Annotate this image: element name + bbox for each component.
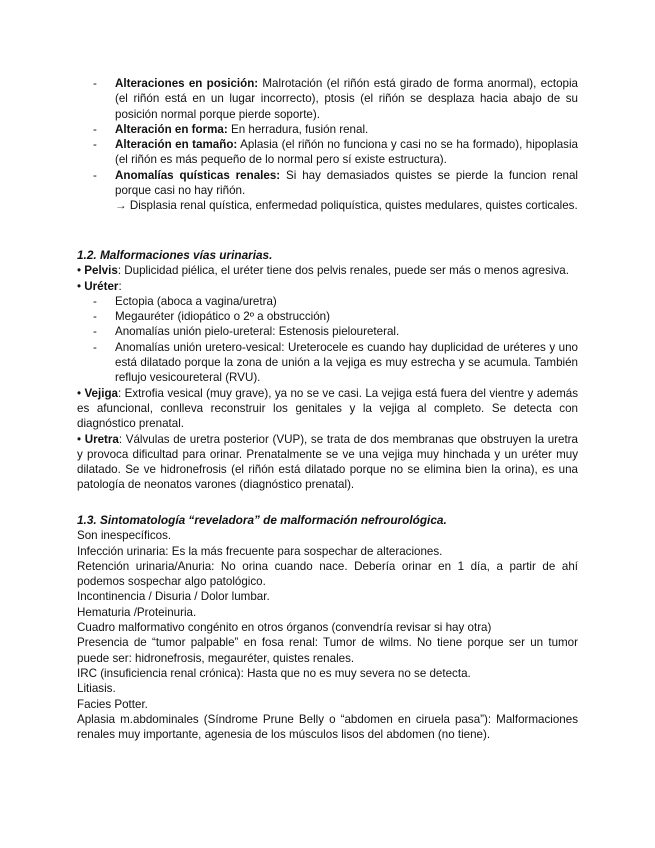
symptom-line: Incontinencia / Disuria / Dolor lumbar. [77, 590, 270, 604]
list-item: - Alteración en tamaño: Aplasia (el riñón no funciona y casi no se ha formado), hipoplasia (el riñón es más pequeño de lo normal pero sí existe estructura). [93, 138, 578, 167]
symptom-line: IRC (insuficiencia renal crónica): Hasta que no es muy severa no se detecta. [77, 666, 471, 680]
section-1-3 [77, 513, 578, 742]
symptom-line: Son inespecíficos. [77, 529, 172, 543]
ureter-list [77, 294, 578, 386]
symptom-line: Litiasis. [77, 682, 116, 696]
symptom-line: Retención urinaria/Anuria: No orina cuando nace. Debería orinar en 1 día, a partir de ahí podemos sospechar algo patológico. [77, 559, 578, 589]
symptom-line: Hematuria /Proteinuria. [77, 605, 197, 619]
symptom-line: Infección urinaria: Es la más frecuente para sospechar de alteraciones. [77, 544, 443, 558]
list-item: - Anomalías unión pielo-ureteral: Estenosis pieloureteral. [93, 325, 400, 339]
symptom-line: Aplasia m.abdominales (Síndrome Prune Belly o “abdomen en ciruela pasa”): Malformaciones renales muy importante, agenesia de los músculos lisos del abdomen (no tiene). [77, 712, 578, 742]
symptom-line: Presencia de “tumor palpable” en fosa renal: Tumor de wilms. No tiene porque ser un tumor puede ser: hidronefrosis, megauréter, quistes renales. [77, 636, 578, 665]
list-item: - Megauréter (idiopático o 2º a obstrucción) [93, 310, 330, 324]
list-item: - Alteraciones en posición: Malrotación (el riñón está girado de forma anormal), ectopia (el riñón está en un lugar incorrecto), ptosis (el riñón se desplaza hacia abajo de su posición normal porque pierde soporte). [93, 77, 579, 121]
ureter-heading: • Uréter: [77, 279, 122, 293]
symptom-line: Facies Potter. [77, 697, 148, 711]
section-title: 1.2. Malformaciones vías urinarias. [77, 248, 273, 262]
list-item: - Anomalías quísticas renales: Si hay demasiados quistes se pierde la funcion renal porque casi no hay riñón. [93, 168, 578, 198]
pelvis-paragraph: • Pelvis: Duplicidad piélica, el uréter tiene dos pelvis renales, puede ser más o menos agresiva. [77, 264, 569, 278]
uretra-paragraph: • Uretra: Válvulas de uretra posterior (VUP), se trata de dos membranas que obstruyen la uretra y provoca dificultad para orinar. Prenatalmente se ve una vejiga muy hinchada y un uréter muy dilatado. Se ve hidronefrosis (el riñón está dilatado porque no se elimina bien la orina), es una patología de neonatos varones (diagnóstico prenatal). [77, 432, 578, 492]
list-item: - Anomalías unión uretero-vesical: Ureterocele es cuando hay duplicidad de uréteres y uno está dilatado porque la zona de unión a la vejiga es muy estrecha y se acumula. También reflujo vesicoureteral (RVU). [93, 340, 578, 385]
list-subitem: → Displasia renal quística, enfermedad poliquística, quistes medulares, quistes corticales. [115, 199, 578, 213]
vejiga-paragraph: • Vejiga: Extrofia vesical (muy grave), ya no se ve casi. La vejiga está fuera del vientre y además es afuncional, conlleva reconstruir los genitales y la vejiga al completo. Se detecta con diagnóstico prenatal. [77, 386, 578, 431]
section-1-2 [77, 248, 578, 493]
list-item: - Ectopia (aboca a vagina/uretra) [93, 294, 277, 308]
section-title: 1.3. Sintomatología “reveladora” de malformación nefrourológica. [77, 513, 447, 527]
renal-anomalies-list [93, 76, 578, 214]
list-item: - Alteración en forma: En herradura, fusión renal. [93, 122, 369, 136]
symptom-line: Cuadro malformativo congénito en otros órganos (convendría revisar si hay otra) [77, 621, 492, 635]
